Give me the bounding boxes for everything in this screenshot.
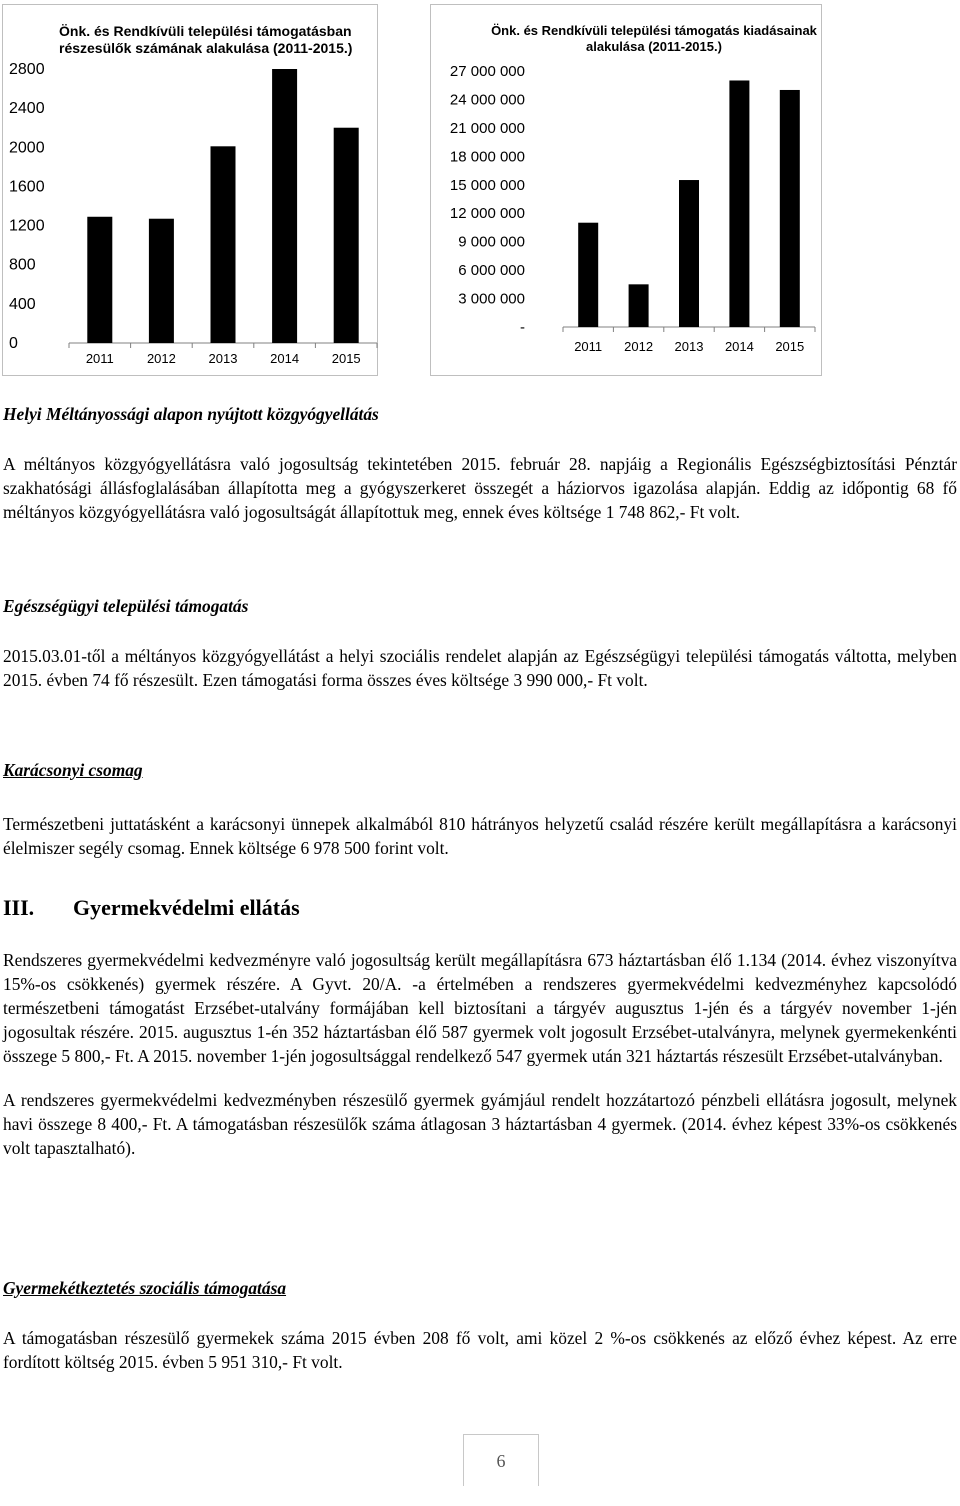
x-tick-label: 2011 bbox=[85, 351, 114, 366]
section-heading: Gyermekétkeztetés szociális támogatása bbox=[3, 1278, 287, 1298]
y-tick-label: - bbox=[520, 319, 525, 336]
bar-2012 bbox=[149, 219, 174, 343]
y-tick-label: 9 000 000 bbox=[458, 233, 525, 251]
x-tick-label: 2011 bbox=[574, 339, 603, 354]
y-tick-label: 24 000 000 bbox=[449, 91, 525, 109]
section-public-health bbox=[3, 402, 957, 524]
bar-2015 bbox=[780, 90, 800, 327]
paragraph: 2015.03.01-től a méltányos közgyógyellátást a helyi szociális rendelet alapján az Egészségügyi települési támogatás váltotta, melyben 2015. évben 74 fő részesült. Ezen támogatási forma összes éves költsége 3 990 000,- Ft volt. bbox=[3, 646, 957, 690]
y-tick-label: 21 000 000 bbox=[449, 119, 525, 137]
bar-2012 bbox=[629, 284, 649, 327]
y-tick-label: 3 000 000 bbox=[458, 290, 525, 308]
y-tick-label: 0 bbox=[9, 335, 18, 352]
x-tick-label: 2015 bbox=[775, 339, 805, 354]
main-heading-text: Gyermekvédelmi ellátás bbox=[73, 895, 300, 920]
y-tick-label: 2000 bbox=[9, 139, 45, 157]
page-number: 6 bbox=[463, 1434, 539, 1486]
x-tick-label: 2014 bbox=[724, 339, 754, 354]
section-heading: Egészségügyi települési támogatás bbox=[3, 596, 249, 616]
bar-2014 bbox=[272, 69, 297, 343]
bar-2014 bbox=[729, 80, 749, 327]
x-tick-label: 2013 bbox=[208, 351, 238, 366]
y-tick-label: 400 bbox=[9, 295, 36, 313]
x-tick-label: 2015 bbox=[331, 351, 361, 366]
chart-recipients bbox=[2, 4, 378, 376]
y-tick-label: 6 000 000 bbox=[458, 262, 525, 280]
y-tick-label: 1600 bbox=[9, 178, 45, 196]
chart-recipients-svg bbox=[3, 5, 379, 377]
bar-2015 bbox=[334, 128, 359, 343]
section-child-meals bbox=[3, 1276, 957, 1374]
section-christmas-package bbox=[3, 758, 957, 860]
chart-expenses bbox=[430, 4, 822, 376]
bar-2011 bbox=[578, 223, 598, 327]
paragraph: Természetbeni juttatásként a karácsonyi ünnepek alkalmából 810 hátrányos helyzetű család részére került megállapításra a karácsonyi élelmiszer segély csomag. Ennek költsége 6 978 500 forint volt. bbox=[3, 814, 957, 858]
bar-2013 bbox=[679, 180, 699, 327]
section-heading: Helyi Méltányossági alapon nyújtott közgyógyellátás bbox=[3, 404, 379, 424]
y-tick-label: 1200 bbox=[9, 217, 45, 235]
x-tick-label: 2014 bbox=[270, 351, 300, 366]
paragraph: A rendszeres gyermekvédelmi kedvezményben részesülő gyermek gyámjául rendelt hozzátartozó pénzbeli ellátásra jogosult, melynek havi összege 8 400,- Ft. A támogatásban részesülők száma átlagosan 3 háztartásban 4 gyermek. (2014. évhez képest 33%-os csökkenés volt tapasztalható). bbox=[3, 1090, 957, 1158]
main-heading-number: III. bbox=[3, 895, 35, 920]
chart-expenses-svg bbox=[431, 5, 823, 377]
y-tick-label: 2800 bbox=[9, 61, 45, 78]
paragraph: A méltányos közgyógyellátásra való jogosultság tekintetében 2015. február 28. napjáig a Regionális Egészségbiztosítási Pénztár szakhatósági állásfoglalásában állapította meg a gyógyszerkeret összegét a háziorvos igazolása alapján. Eddig az időpontig 68 fő méltányos közgyógyellátásra való jogosultságát állapítottuk meg, ennek éves költsége 1 748 862,- Ft volt. bbox=[3, 454, 957, 522]
y-tick-label: 2400 bbox=[9, 100, 45, 118]
chart-recipients-title: Önk. és Rendkívüli települési támogatásban részesülők számának alakulása (2011-2015.) bbox=[59, 23, 353, 56]
bar-2013 bbox=[211, 146, 236, 343]
y-tick-label: 12 000 000 bbox=[449, 205, 525, 223]
section-child-protection bbox=[3, 894, 957, 1160]
chart-expenses-title: Önk. és Rendkívüli települési támogatás kiadásainak alakulása (2011-2015.) bbox=[491, 23, 817, 54]
x-tick-label: 2013 bbox=[674, 339, 704, 354]
y-tick-label: 800 bbox=[9, 256, 36, 274]
y-tick-label: 15 000 000 bbox=[449, 176, 525, 194]
x-tick-label: 2012 bbox=[624, 339, 654, 354]
section-health-support bbox=[3, 594, 957, 692]
y-tick-label: 27 000 000 bbox=[449, 63, 525, 80]
x-tick-label: 2012 bbox=[146, 351, 176, 366]
section-heading: Karácsonyi csomag bbox=[3, 760, 143, 780]
paragraph: A támogatásban részesülő gyermekek száma 2015 évben 208 fő volt, ami közel 2 %-os csökkenés az előző évhez képest. Az erre fordított költség 2015. évben 5 951 310,- Ft volt. bbox=[3, 1328, 957, 1372]
paragraph: Rendszeres gyermekvédelmi kedvezményre való jogosultság került megállapításra 673 háztartásban élő 1.134 (2014. évhez viszonyítva 15%-os csökkenés) gyermek részére. A Gyvt. 20/A. -a értelmében a rendszeres gyermekvédelmi kedvezményhez kapcsolódó természetbeni támogatást Erzsébet-utalvány formájában kell biztosítani a tárgyév augusztus 1-jén és a tárgyév november 1-jén jogosultak részére. 2015. augusztus 1-én 352 háztartásban élő 587 gyermek volt jogosult Erzsébet-utalványra, melynek gyermekenkénti összege 5 800,- Ft. A 2015. november 1-jén jogosultsággal rendelkező 547 gyermek után 321 háztartás részesült Erzsébet-utalványban. bbox=[3, 950, 957, 1066]
bar-2011 bbox=[87, 217, 112, 343]
main-heading bbox=[3, 894, 957, 922]
y-tick-label: 18 000 000 bbox=[449, 148, 525, 166]
